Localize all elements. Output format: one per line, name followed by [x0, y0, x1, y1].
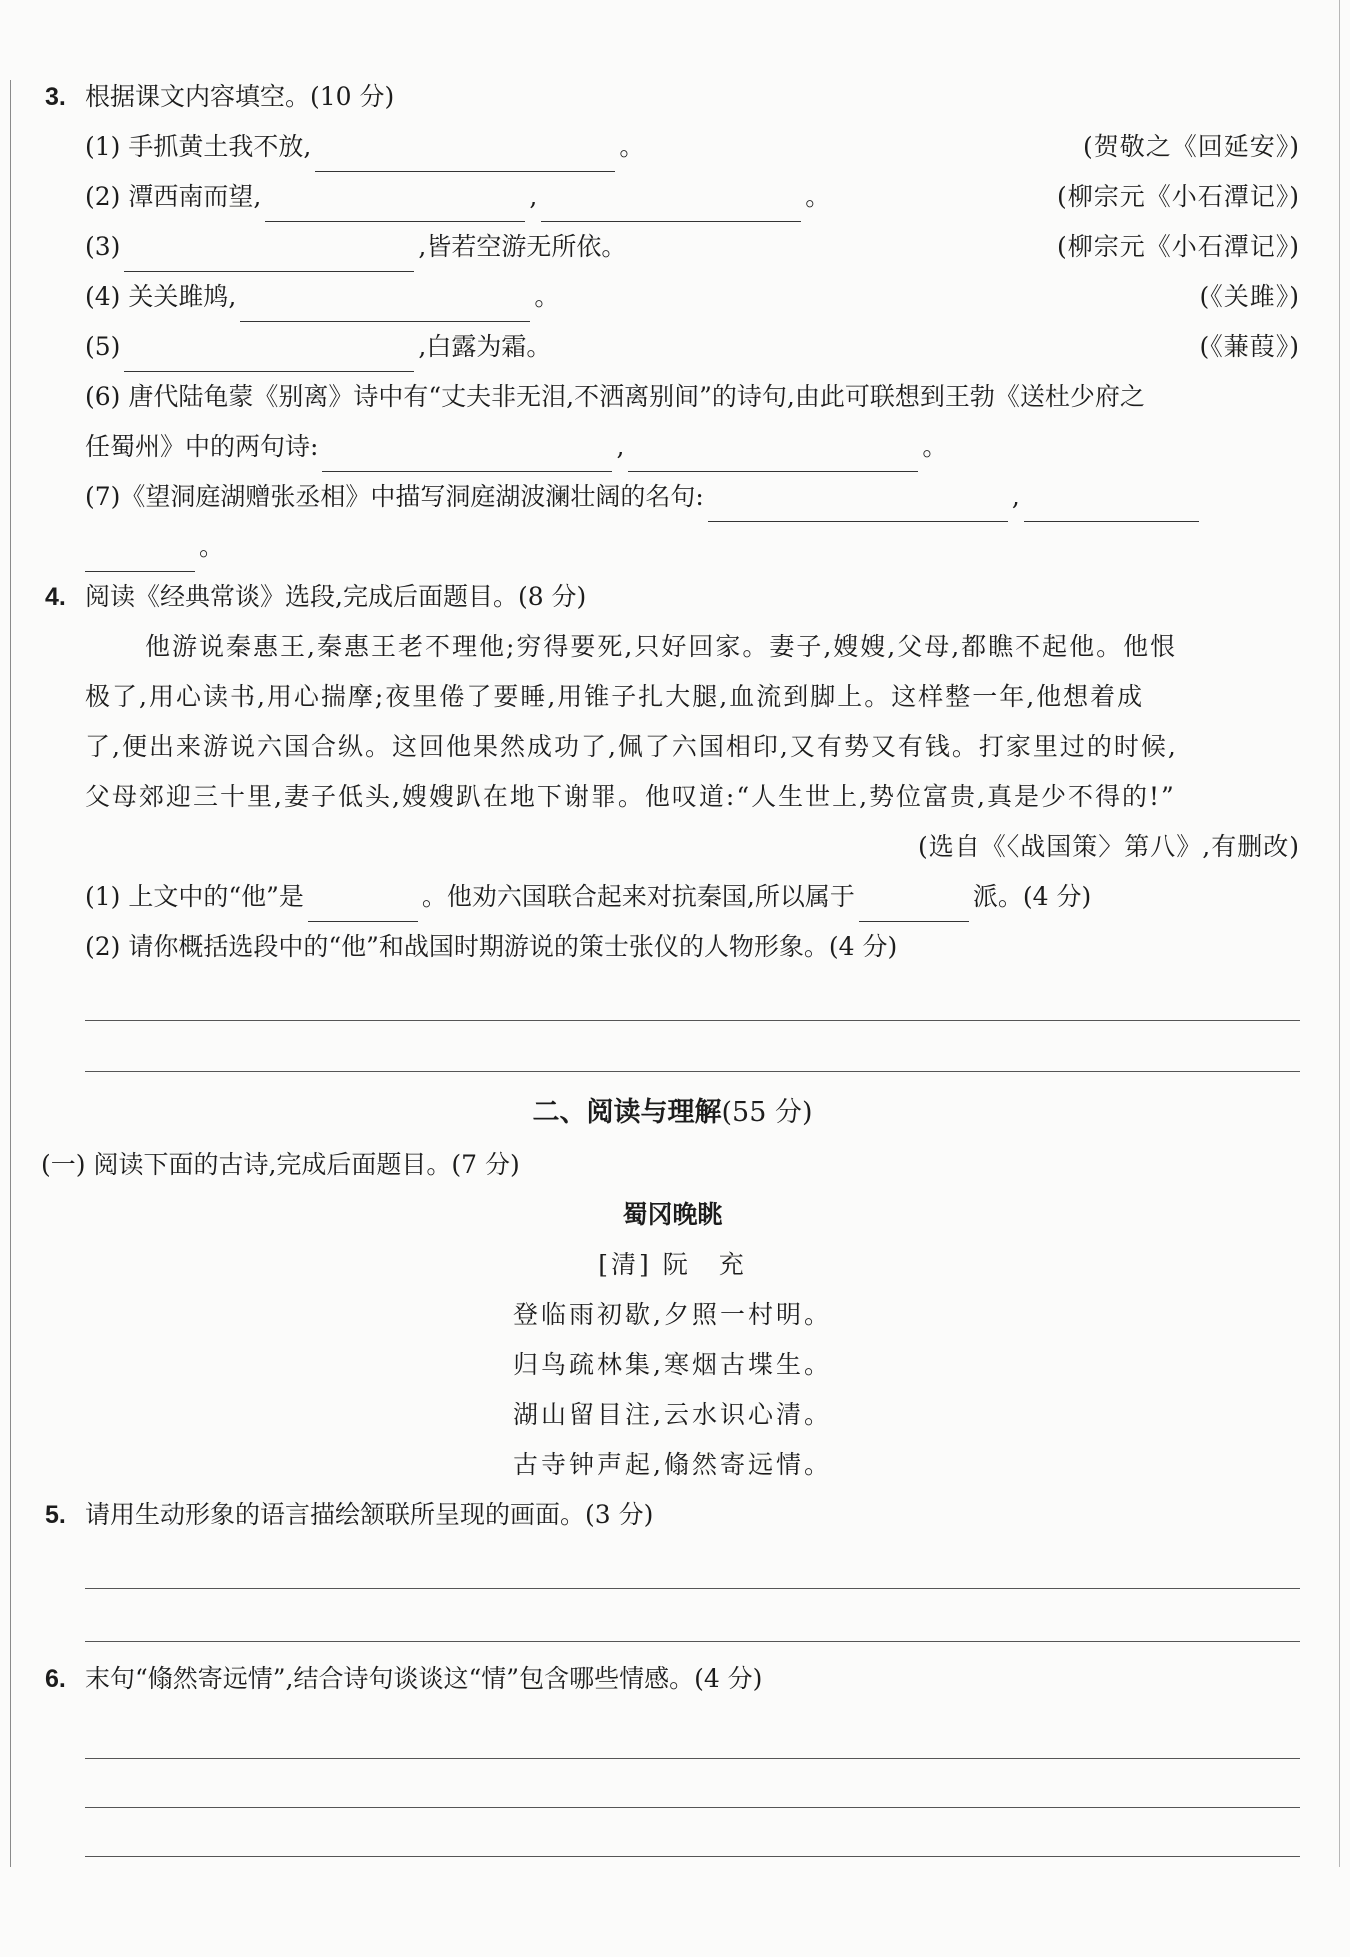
answer-blank[interactable]	[1024, 495, 1199, 522]
item-text: (1) 上文中的“他”是	[85, 882, 304, 911]
item-text: (1) 手抓黄土我不放,	[85, 132, 312, 161]
question-text: 末句“翛然寄远情”,结合诗句谈谈这“情”包含哪些情感。(4 分)	[85, 1664, 763, 1693]
item-source: (柳宗元《小石潭记》)	[1056, 232, 1300, 261]
question-6	[45, 1654, 1300, 1704]
q3-item-6-line1	[45, 372, 1300, 422]
part-1-heading	[41, 1140, 1300, 1190]
q4-sub-1	[45, 872, 1300, 922]
question-text: 根据课文内容填空。(10 分)	[85, 82, 395, 111]
page-content	[41, 72, 1300, 1857]
question-text: 请用生动形象的语言描绘颔联所呈现的画面。(3 分)	[85, 1500, 654, 1529]
item-text: ,	[616, 432, 625, 461]
right-margin-rule	[1339, 0, 1340, 1867]
item-text: 。	[199, 532, 225, 561]
answer-line[interactable]	[85, 1540, 1300, 1589]
answer-blank[interactable]	[541, 195, 801, 222]
item-text: 。	[805, 182, 831, 211]
passage-line: 他游说秦惠王,秦惠王老不理他;穷得要死,只好回家。妻子,嫂嫂,父母,都瞧不起他。他恨	[145, 632, 1178, 661]
answer-line[interactable]	[85, 972, 1300, 1021]
item-text: (2) 请你概括选段中的“他”和战国时期游说的策士张仪的人物形象。(4 分)	[85, 932, 898, 961]
answer-blank[interactable]	[124, 245, 414, 272]
item-text: ,白露为霜。	[418, 332, 552, 361]
answer-line[interactable]	[85, 1021, 1300, 1072]
question-3-title	[45, 72, 1300, 122]
poem-line: 登临雨初歇,夕照一村明。	[513, 1300, 832, 1329]
item-source: (《关雎》)	[1199, 282, 1300, 311]
q3-item-7-line2	[45, 522, 1300, 572]
item-text: ,皆若空游无所依。	[418, 232, 627, 261]
q3-item-7-line1	[45, 472, 1300, 522]
item-text: 。	[534, 282, 560, 311]
item-text: 。	[922, 432, 948, 461]
section-points: (55 分)	[721, 1097, 813, 1128]
passage-line: 父母郊迎三十里,妻子低头,嫂嫂趴在地下谢罪。他叹道:“人生世上,势位富贵,真是少不得的!”	[85, 782, 1176, 811]
passage-line: 极了,用心读书,用心揣摩;夜里倦了要睡,用锥子扎大腿,血流到脚上。这样整一年,他想着成	[85, 682, 1145, 711]
question-number: 3.	[45, 83, 66, 111]
item-text: (6) 唐代陆龟蒙《别离》诗中有“丈夫非无泪,不洒离别间”的诗句,由此可联想到王勃《送杜少府之	[85, 382, 1145, 411]
item-text: (4) 关关雎鸠,	[85, 282, 237, 311]
answer-blank[interactable]	[708, 495, 1008, 522]
item-text: ,	[1011, 482, 1020, 511]
question-text: 阅读《经典常谈》选段,完成后面题目。(8 分)	[85, 582, 587, 611]
item-text: ,	[529, 182, 538, 211]
item-text: (7)《望洞庭湖赠张丞相》中描写洞庭湖波澜壮阔的名句:	[85, 482, 704, 511]
section-title-text: 二、阅读与理解	[532, 1097, 722, 1127]
item-text: (2) 潭西南而望,	[85, 182, 262, 211]
section-title	[45, 1084, 1300, 1140]
poem-title: 蜀冈晚眺	[622, 1201, 723, 1229]
question-number: 6.	[45, 1665, 66, 1693]
part-heading-text: (一) 阅读下面的古诗,完成后面题目。(7 分)	[41, 1150, 520, 1179]
item-source: (《蒹葭》)	[1199, 332, 1300, 361]
poem-author: [清] 阮 充	[598, 1250, 747, 1279]
answer-blank[interactable]	[124, 345, 414, 372]
question-number: 5.	[45, 1501, 66, 1529]
answer-blank[interactable]	[315, 145, 615, 172]
poem-line: 湖山留目注,云水识心清。	[513, 1400, 832, 1429]
answer-blank[interactable]	[628, 445, 918, 472]
q3-item-1	[45, 122, 1300, 172]
answer-blank[interactable]	[322, 445, 612, 472]
item-source: (贺敬之《回延安》)	[1082, 132, 1300, 161]
answer-line[interactable]	[85, 1808, 1300, 1857]
question-4-title	[45, 572, 1300, 622]
answer-blank[interactable]	[240, 295, 530, 322]
item-text: 派。(4 分)	[972, 882, 1092, 911]
passage-line: 了,便出来游说六国合纵。这回他果然成功了,佩了六国相印,又有势又有钱。打家里过的时候,	[85, 732, 1178, 761]
q3-item-2	[45, 172, 1300, 222]
passage-source: (选自《〈战国策〉第八》,有删改)	[918, 832, 1300, 861]
answer-blank[interactable]	[308, 895, 418, 922]
answer-blank[interactable]	[859, 895, 969, 922]
item-text: (3)	[85, 232, 121, 261]
answer-line[interactable]	[85, 1589, 1300, 1642]
left-margin-rule	[10, 80, 11, 1867]
q4-sub-2	[45, 922, 1300, 972]
q3-item-5	[45, 322, 1300, 372]
poem-line: 归鸟疏林集,寒烟古堞生。	[513, 1350, 832, 1379]
question-5	[45, 1490, 1300, 1540]
answer-line[interactable]	[85, 1704, 1300, 1759]
q3-item-3	[45, 222, 1300, 272]
q3-item-4	[45, 272, 1300, 322]
question-number: 4.	[45, 583, 66, 611]
poem-line: 古寺钟声起,翛然寄远情。	[513, 1450, 832, 1479]
answer-line[interactable]	[85, 1759, 1300, 1808]
item-text: 。	[619, 132, 645, 161]
answer-blank[interactable]	[265, 195, 525, 222]
item-text: 任蜀州》中的两句诗:	[85, 432, 319, 461]
answer-blank[interactable]	[85, 545, 195, 572]
item-source: (柳宗元《小石潭记》)	[1056, 182, 1300, 211]
q3-item-6-line2	[45, 422, 1300, 472]
q4-passage	[45, 622, 1300, 822]
item-text: (5)	[85, 332, 121, 361]
item-text: 。他劝六国联合起来对抗秦国,所以属于	[421, 882, 855, 911]
